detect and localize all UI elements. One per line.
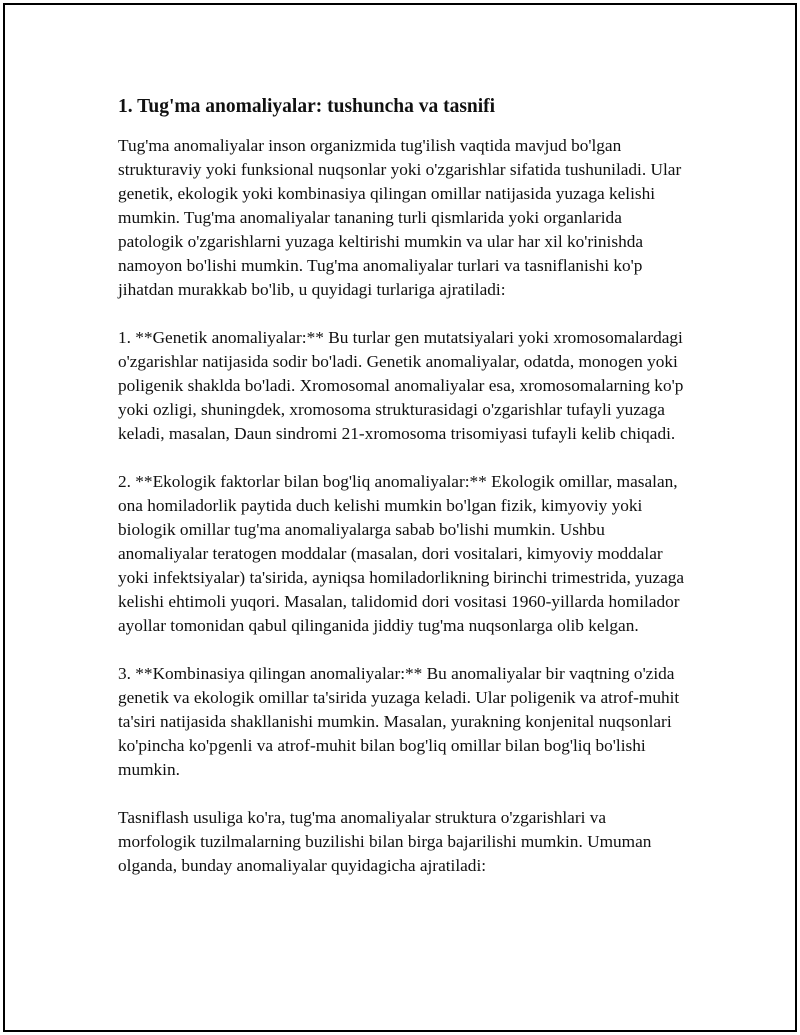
document-body: [118, 93, 688, 878]
section-heading: 1. Tug'ma anomaliyalar: tushuncha va tasnifi: [118, 96, 496, 117]
ecological-anomalies-paragraph: 2. **Ekologik faktorlar bilan bog'liq anomaliyalar:** Ekologik omillar, masalan, ona homiladorlik paytida duch kelishi mumkin bo'lgan fizik, kimyoviy yoki biologik omillar tug'ma anomaliyalarga sabab bo'lishi mumkin. Ushbu anomaliyalar teratogen moddalar (masalan, dori vositalari, kimyoviy moddalar yoki infektsiyalar) ta'sirida, ayniqsa homiladorlikning birinchi trimestrida, yuzaga kelishi ehtimoli yuqori. Masalan, talidomid dori vositasi 1960-yillarda homilador ayollar tomonidan qabul qilinganida jiddiy tug'ma nuqsonlarga olib kelgan.: [118, 472, 685, 635]
intro-paragraph: Tug'ma anomaliyalar inson organizmida tug'ilish vaqtida mavjud bo'lgan strukturaviy yoki funksional nuqsonlar yoki o'zgarishlar sifatida tushuniladi. Ular genetik, ekologik yoki kombinasiya qilingan omillar natijasida yuzaga kelishi mumkin. Tug'ma anomaliyalar tananing turli qismlarida yoki organlarida patologik o'zgarishlarni yuzaga keltirishi mumkin va ular har xil ko'rinishda namoyon bo'lishi mumkin. Tug'ma anomaliyalar turlari va tasniflanishi ko'p jihatdan murakkab bo'lib, u quyidagi turlariga ajratiladi:: [118, 136, 682, 299]
combined-anomalies-paragraph: 3. **Kombinasiya qilingan anomaliyalar:** Bu anomaliyalar bir vaqtning o'zida genetik va ekologik omillar ta'sirida yuzaga keladi. Ular poligenik va atrof-muhit ta'siri natijasida shakllanishi mumkin. Masalan, yurakning konjenital nuqsonlari ko'pincha ko'pgenli va atrof-muhit bilan bog'liq omillar bilan bog'liq bo'lishi mumkin.: [118, 664, 680, 779]
classification-paragraph: Tasniflash usuliga ko'ra, tug'ma anomaliyalar struktura o'zgarishlari va morfologik tuzilmalarning buzilishi bilan birga bajarilishi mumkin. Umuman olganda, bunday anomaliyalar quyidagicha ajratiladi:: [118, 808, 652, 875]
genetic-anomalies-paragraph: 1. **Genetik anomaliyalar:** Bu turlar gen mutatsiyalari yoki xromosomalardagi o'zgarishlar natijasida sodir bo'ladi. Genetik anomaliyalar, odatda, monogen yoki poligenik shaklda bo'ladi. Xromosomal anomaliyalar esa, xromosomalarning ko'p yoki ozligi, shuningdek, xromosoma strukturasidagi o'zgarishlar tufayli yuzaga keladi, masalan, Daun sindromi 21-xromosoma trisomiyasi tufayli kelib chiqadi.: [118, 328, 684, 443]
